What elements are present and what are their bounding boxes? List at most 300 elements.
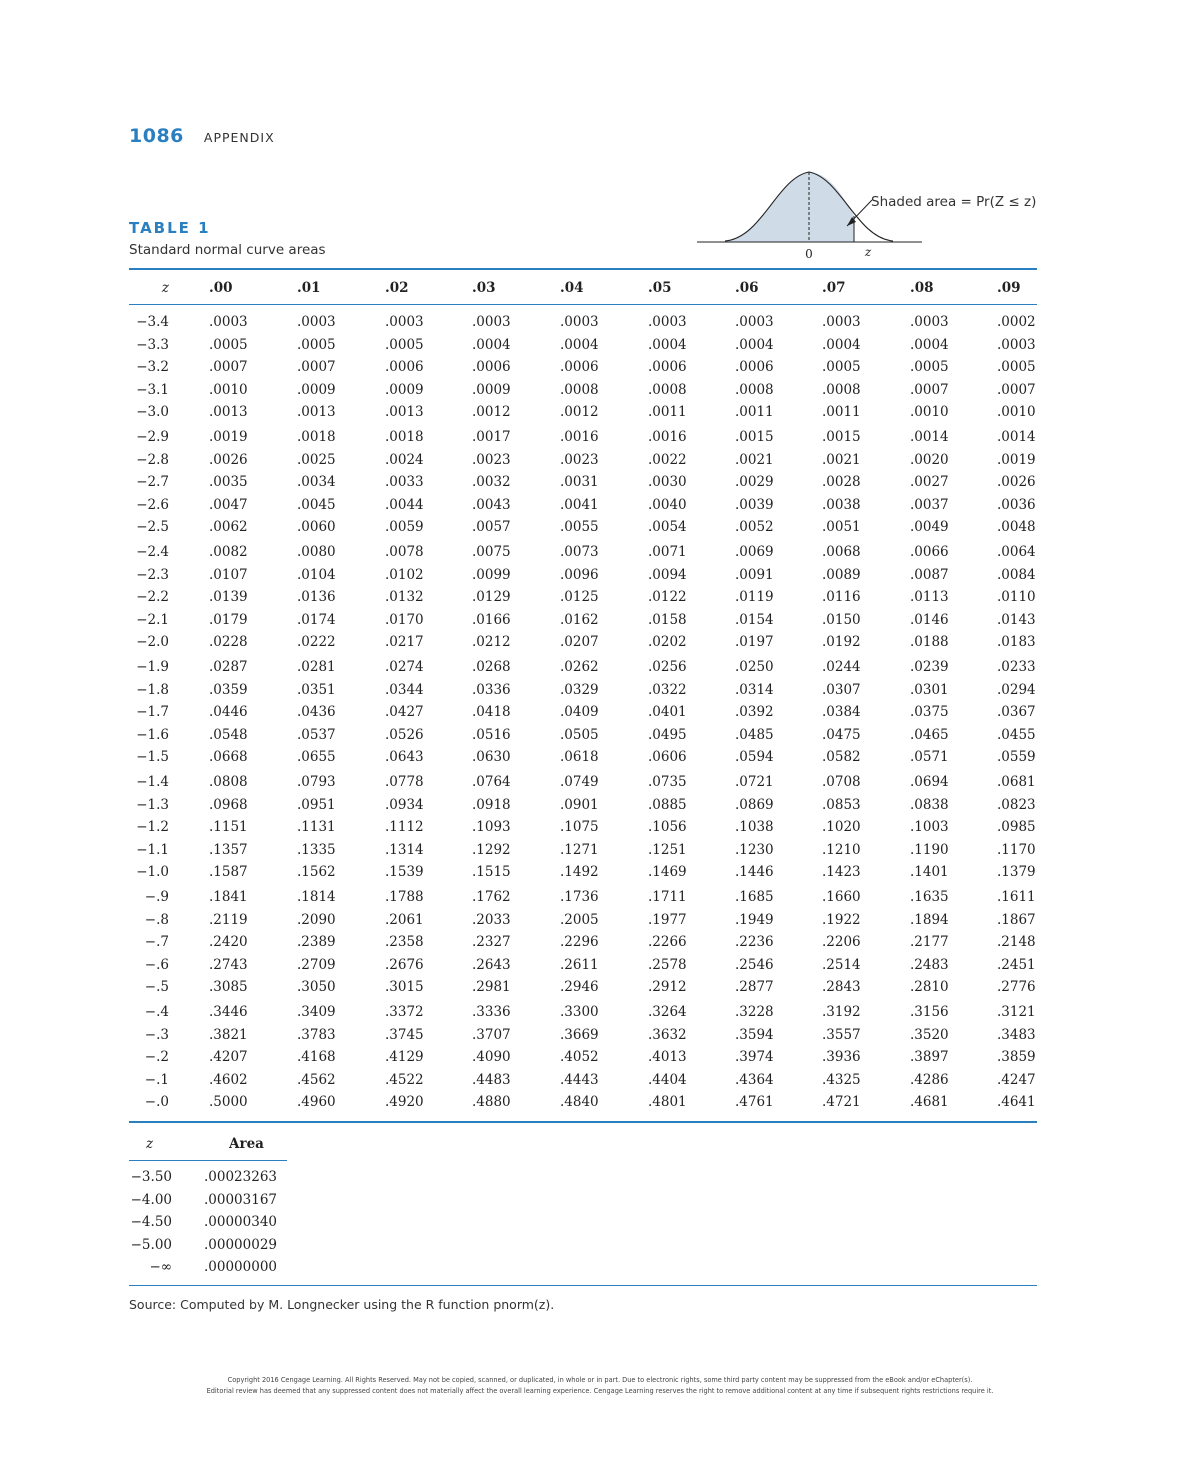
area-cell: .1736 <box>560 889 599 905</box>
area-cell: .0023 <box>560 451 599 468</box>
area-cell: .0384 <box>822 704 861 720</box>
table-row <box>129 979 1037 999</box>
area-cell: .1020 <box>822 819 861 835</box>
z-value-cell: −2.9 <box>136 429 169 445</box>
area-cell: .0004 <box>822 336 861 353</box>
area-cell: .0012 <box>472 404 511 420</box>
area-cell: .0004 <box>735 336 774 353</box>
area-cell: .4880 <box>472 1094 511 1110</box>
area-cell: .0057 <box>472 519 511 535</box>
area-cell: .0052 <box>735 519 774 535</box>
area-cell: .1635 <box>910 889 949 905</box>
area-cell: .1230 <box>735 841 774 858</box>
area-cell: .0125 <box>560 589 599 605</box>
area-cell: .0009 <box>472 381 511 398</box>
area-cell: .0582 <box>822 749 861 765</box>
area-cell: .1131 <box>297 819 336 835</box>
area-cell: .1841 <box>209 889 248 905</box>
area-cell: .1814 <box>297 889 336 905</box>
area-cell: .2420 <box>209 934 248 950</box>
area-cell: .4286 <box>910 1071 949 1088</box>
area-cell: .0418 <box>472 704 511 720</box>
area-cell: .0084 <box>997 566 1036 583</box>
area-cell: .0455 <box>997 726 1036 743</box>
area-cell: .0548 <box>209 726 248 743</box>
area-cell: .0516 <box>472 726 511 743</box>
column-header: .09 <box>997 280 1021 296</box>
area-cell: .0032 <box>472 474 511 490</box>
area-cell: .0239 <box>910 659 949 675</box>
area-cell: .0793 <box>297 774 336 790</box>
tail-header-row <box>129 1136 287 1158</box>
area-cell: .0314 <box>735 681 774 698</box>
z-value-cell: −2.6 <box>136 496 169 513</box>
area-cell: .0017 <box>472 429 511 445</box>
page-header <box>129 125 275 147</box>
area-cell: .1762 <box>472 889 511 905</box>
area-cell: .1056 <box>648 819 687 835</box>
area-cell: .4090 <box>472 1049 511 1065</box>
area-cell: .0808 <box>209 774 248 790</box>
area-cell: .2676 <box>385 956 424 973</box>
area-cell: .0228 <box>209 634 248 650</box>
area-cell: .0006 <box>385 359 424 375</box>
area-cell: .0022 <box>648 451 687 468</box>
z-value-cell: −3.1 <box>136 381 169 398</box>
area-cell: .0968 <box>209 796 248 813</box>
area-cell: .4443 <box>560 1071 599 1088</box>
column-header-row <box>129 276 1037 300</box>
area-cell: .3557 <box>822 1026 861 1043</box>
area-cell: .2236 <box>735 934 774 950</box>
area-cell: .0606 <box>648 749 687 765</box>
area-cell: .0749 <box>560 774 599 790</box>
z-value-cell: −2.2 <box>136 589 169 605</box>
table-row <box>129 774 1037 794</box>
tail-z-cell: −4.50 <box>130 1214 172 1230</box>
area-cell: .0250 <box>735 659 774 675</box>
area-cell: .3192 <box>822 1004 861 1020</box>
area-cell: .3745 <box>385 1026 424 1043</box>
area-cell: .0010 <box>997 404 1036 420</box>
area-cell: .3936 <box>822 1049 861 1065</box>
tail-table-row <box>129 1192 329 1212</box>
area-cell: .0003 <box>735 314 774 330</box>
area-cell: .2514 <box>822 956 861 973</box>
normal-curve-figure <box>697 158 927 264</box>
column-header: .08 <box>910 280 934 296</box>
source-note: Source: Computed by M. Longnecker using the R function pnorm(z). <box>129 1297 555 1312</box>
area-cell: .0031 <box>560 474 599 490</box>
tail-z-cell: −∞ <box>149 1259 172 1275</box>
area-cell: .3632 <box>648 1026 687 1043</box>
area-cell: .2743 <box>209 956 248 973</box>
area-cell: .0823 <box>997 796 1036 813</box>
area-cell: .0004 <box>648 336 687 353</box>
area-cell: .2266 <box>648 934 687 950</box>
area-cell: .0174 <box>297 611 336 628</box>
area-cell: .4641 <box>997 1094 1036 1110</box>
table-row <box>129 474 1037 494</box>
z-value-cell: −.9 <box>144 889 169 905</box>
area-cell: .0018 <box>297 429 336 445</box>
area-cell: .0008 <box>735 381 774 398</box>
source-rule <box>129 1285 1037 1286</box>
z-value-cell: −.8 <box>144 911 169 928</box>
area-cell: .0436 <box>297 704 336 720</box>
area-cell: .3821 <box>209 1026 248 1043</box>
area-cell: .2946 <box>560 979 599 995</box>
area-cell: .2090 <box>297 911 336 928</box>
table-row <box>129 727 1037 747</box>
area-cell: .2061 <box>385 911 424 928</box>
area-cell: .2709 <box>297 956 336 973</box>
area-cell: .0401 <box>648 704 687 720</box>
area-cell: .0262 <box>560 659 599 675</box>
area-cell: .4483 <box>472 1071 511 1088</box>
area-cell: .4801 <box>648 1094 687 1110</box>
area-cell: .0110 <box>997 589 1036 605</box>
area-cell: .0087 <box>910 566 949 583</box>
z-value-cell: −1.3 <box>136 796 169 813</box>
table-row <box>129 659 1037 679</box>
area-cell: .0066 <box>910 544 949 560</box>
table-row <box>129 589 1037 609</box>
z-value-cell: −1.0 <box>136 864 169 880</box>
area-cell: .1093 <box>472 819 511 835</box>
area-cell: .0735 <box>648 774 687 790</box>
z-value-cell: −2.5 <box>136 519 169 535</box>
area-cell: .1271 <box>560 841 599 858</box>
area-cell: .0495 <box>648 726 687 743</box>
area-cell: .1251 <box>648 841 687 858</box>
area-cell: .0019 <box>997 451 1036 468</box>
area-cell: .1539 <box>385 864 424 880</box>
area-cell: .1788 <box>385 889 424 905</box>
column-header: .04 <box>560 280 584 296</box>
table-row <box>129 842 1037 862</box>
area-cell: .0006 <box>560 359 599 375</box>
area-cell: .1423 <box>822 864 861 880</box>
tail-area-cell: .00023263 <box>204 1169 278 1185</box>
area-cell: .4168 <box>297 1049 336 1065</box>
table-row <box>129 337 1037 357</box>
table-row <box>129 634 1037 654</box>
area-cell: .0054 <box>648 519 687 535</box>
area-cell: .0033 <box>385 474 424 490</box>
table-row <box>129 889 1037 909</box>
table-row <box>129 682 1037 702</box>
table-row <box>129 497 1037 517</box>
area-cell: .2483 <box>910 956 949 973</box>
tail-table-row <box>129 1237 329 1257</box>
area-cell: .0102 <box>385 566 424 583</box>
area-cell: .0869 <box>735 796 774 813</box>
area-cell: .0301 <box>910 681 949 698</box>
area-cell: .0038 <box>822 496 861 513</box>
area-cell: .1379 <box>997 864 1036 880</box>
area-cell: .4129 <box>385 1049 424 1065</box>
area-cell: .0188 <box>910 634 949 650</box>
page-number: 1086 <box>129 125 184 147</box>
area-cell: .2005 <box>560 911 599 928</box>
area-cell: .0003 <box>472 314 511 330</box>
area-cell: .3156 <box>910 1004 949 1020</box>
area-cell: .0170 <box>385 611 424 628</box>
area-cell: .2148 <box>997 934 1036 950</box>
area-cell: .4522 <box>385 1071 424 1088</box>
area-cell: .0122 <box>648 589 687 605</box>
area-cell: .0019 <box>209 429 248 445</box>
z-value-cell: −2.4 <box>136 544 169 560</box>
area-cell: .3409 <box>297 1004 336 1020</box>
table-row <box>129 452 1037 472</box>
area-cell: .0006 <box>735 359 774 375</box>
area-cell: .3015 <box>385 979 424 995</box>
area-cell: .0034 <box>297 474 336 490</box>
area-cell: .0179 <box>209 611 248 628</box>
area-cell: .0643 <box>385 749 424 765</box>
area-cell: .4052 <box>560 1049 599 1065</box>
area-cell: .0183 <box>997 634 1036 650</box>
area-cell: .0021 <box>822 451 861 468</box>
column-header: .07 <box>822 280 846 296</box>
area-cell: .0096 <box>560 566 599 583</box>
area-cell: .0013 <box>209 404 248 420</box>
area-cell: .0080 <box>297 544 336 560</box>
area-cell: .0359 <box>209 681 248 698</box>
area-cell: .5000 <box>209 1094 248 1110</box>
area-cell: .0571 <box>910 749 949 765</box>
z-value-cell: −3.3 <box>136 336 169 353</box>
table-caption: Standard normal curve areas <box>129 242 326 258</box>
area-cell: .2776 <box>997 979 1036 995</box>
area-cell: .0721 <box>735 774 774 790</box>
area-cell: .0007 <box>997 381 1036 398</box>
area-cell: .0003 <box>648 314 687 330</box>
area-cell: .0630 <box>472 749 511 765</box>
area-cell: .0003 <box>385 314 424 330</box>
area-cell: .0351 <box>297 681 336 698</box>
area-cell: .1587 <box>209 864 248 880</box>
area-cell: .1210 <box>822 841 861 858</box>
area-cell: .0036 <box>997 496 1036 513</box>
z-value-cell: −1.2 <box>136 819 169 835</box>
area-cell: .0008 <box>822 381 861 398</box>
area-cell: .0011 <box>822 404 861 420</box>
area-cell: .0003 <box>297 314 336 330</box>
area-cell: .0392 <box>735 704 774 720</box>
area-cell: .0025 <box>297 451 336 468</box>
area-cell: .0010 <box>209 381 248 398</box>
area-cell: .0062 <box>209 519 248 535</box>
area-cell: .0294 <box>997 681 1036 698</box>
area-cell: .1515 <box>472 864 511 880</box>
area-cell: .0559 <box>997 749 1036 765</box>
area-cell: .0013 <box>297 404 336 420</box>
area-cell: .0694 <box>910 774 949 790</box>
area-cell: .0027 <box>910 474 949 490</box>
area-cell: .0594 <box>735 749 774 765</box>
area-cell: .3264 <box>648 1004 687 1020</box>
area-cell: .4761 <box>735 1094 774 1110</box>
area-cell: .1075 <box>560 819 599 835</box>
area-cell: .4602 <box>209 1071 248 1088</box>
table-row <box>129 1004 1037 1024</box>
z-value-cell: −1.1 <box>136 841 169 858</box>
table-row <box>129 864 1037 884</box>
area-cell: .3446 <box>209 1004 248 1020</box>
area-cell: .0007 <box>910 381 949 398</box>
z-value-cell: −3.2 <box>136 359 169 375</box>
area-cell: .0192 <box>822 634 861 650</box>
area-cell: .1190 <box>910 841 949 858</box>
area-cell: .2578 <box>648 956 687 973</box>
area-cell: .3300 <box>560 1004 599 1020</box>
table-bottom-rule <box>129 1121 1037 1123</box>
area-cell: .0104 <box>297 566 336 583</box>
area-cell: .0655 <box>297 749 336 765</box>
area-cell: .0505 <box>560 726 599 743</box>
area-cell: .2206 <box>822 934 861 950</box>
area-cell: .0322 <box>648 681 687 698</box>
area-cell: .0023 <box>472 451 511 468</box>
area-cell: .1314 <box>385 841 424 858</box>
tail-area-cell: .00000340 <box>204 1214 278 1230</box>
area-cell: .0119 <box>735 589 774 605</box>
area-cell: .0287 <box>209 659 248 675</box>
copyright-line: Editorial review has deemed that any suppressed content does not materially affect the overall learning experience. Cengage Learning reserves the right to remove additional content at any time if subsequent rights restrictions require it. <box>206 1387 994 1395</box>
area-cell: .0007 <box>209 359 248 375</box>
z-value-cell: −1.6 <box>136 726 169 743</box>
area-cell: .2912 <box>648 979 687 995</box>
area-cell: .0136 <box>297 589 336 605</box>
area-cell: .0485 <box>735 726 774 743</box>
z-value-cell: −2.7 <box>136 474 169 490</box>
z-value-cell: −1.7 <box>136 704 169 720</box>
area-cell: .0029 <box>735 474 774 490</box>
area-cell: .0004 <box>910 336 949 353</box>
area-cell: .0367 <box>997 704 1036 720</box>
area-cell: .0281 <box>297 659 336 675</box>
z-value-cell: −.5 <box>144 979 169 995</box>
area-cell: .4681 <box>910 1094 949 1110</box>
z-value-cell: −2.3 <box>136 566 169 583</box>
area-cell: .3050 <box>297 979 336 995</box>
header-rule <box>129 304 1037 305</box>
area-cell: .0030 <box>648 474 687 490</box>
area-cell: .0475 <box>822 726 861 743</box>
tail-header-area: Area <box>229 1136 264 1152</box>
area-cell: .2327 <box>472 934 511 950</box>
area-cell: .0039 <box>735 496 774 513</box>
area-cell: .0068 <box>822 544 861 560</box>
z-value-cell: −.7 <box>144 934 169 950</box>
z-value-cell: −1.8 <box>136 681 169 698</box>
area-cell: .3594 <box>735 1026 774 1043</box>
area-cell: .4207 <box>209 1049 248 1065</box>
area-cell: .0094 <box>648 566 687 583</box>
z-value-cell: −2.8 <box>136 451 169 468</box>
table-row <box>129 544 1037 564</box>
area-cell: .0918 <box>472 796 511 813</box>
area-cell: .0078 <box>385 544 424 560</box>
table-row <box>129 1027 1037 1047</box>
area-cell: .0146 <box>910 611 949 628</box>
area-cell: .0060 <box>297 519 336 535</box>
area-cell: .0071 <box>648 544 687 560</box>
area-cell: .4920 <box>385 1094 424 1110</box>
area-cell: .0217 <box>385 634 424 650</box>
area-cell: .1685 <box>735 889 774 905</box>
area-cell: .0005 <box>385 336 424 353</box>
area-cell: .0064 <box>997 544 1036 560</box>
area-cell: .3228 <box>735 1004 774 1020</box>
area-cell: .0049 <box>910 519 949 535</box>
table-top-rule <box>129 268 1037 270</box>
area-cell: .1446 <box>735 864 774 880</box>
tail-area-cell: .00003167 <box>204 1191 278 1208</box>
area-cell: .0009 <box>297 381 336 398</box>
tail-z-cell: −5.00 <box>130 1236 172 1253</box>
area-cell: .0008 <box>560 381 599 398</box>
area-cell: .0113 <box>910 589 949 605</box>
area-cell: .0028 <box>822 474 861 490</box>
area-cell: .0014 <box>910 429 949 445</box>
z-value-cell: −1.9 <box>136 659 169 675</box>
area-cell: .0329 <box>560 681 599 698</box>
area-cell: .1401 <box>910 864 949 880</box>
area-cell: .0951 <box>297 796 336 813</box>
shaded-area-caption: Shaded area = Pr(Z ≤ z) <box>871 194 1037 210</box>
area-cell: .0026 <box>209 451 248 468</box>
table-row <box>129 404 1037 424</box>
area-cell: .0041 <box>560 496 599 513</box>
area-cell: .0011 <box>735 404 774 420</box>
area-cell: .0197 <box>735 634 774 650</box>
table-row <box>129 704 1037 724</box>
area-cell: .0003 <box>997 336 1036 353</box>
area-cell: .1949 <box>735 911 774 928</box>
z-value-cell: −1.4 <box>136 774 169 790</box>
z-value-cell: −3.0 <box>136 404 169 420</box>
area-cell: .0901 <box>560 796 599 813</box>
tail-table-row <box>129 1214 329 1234</box>
area-cell: .3669 <box>560 1026 599 1043</box>
area-cell: .4721 <box>822 1094 861 1110</box>
area-cell: .1562 <box>297 864 336 880</box>
tail-header-z: z <box>146 1136 154 1152</box>
area-cell: .1151 <box>209 819 248 835</box>
table-row <box>129 567 1037 587</box>
table-row <box>129 359 1037 379</box>
column-header: .03 <box>472 280 496 296</box>
area-cell: .1611 <box>997 889 1036 905</box>
tail-z-cell: −4.00 <box>130 1191 172 1208</box>
area-cell: .0409 <box>560 704 599 720</box>
area-cell: .0764 <box>472 774 511 790</box>
area-cell: .3707 <box>472 1026 511 1043</box>
area-cell: .1170 <box>997 841 1036 858</box>
area-cell: .0154 <box>735 611 774 628</box>
area-cell: .0009 <box>385 381 424 398</box>
area-cell: .0934 <box>385 796 424 813</box>
table-row <box>129 612 1037 632</box>
area-cell: .0005 <box>822 359 861 375</box>
area-cell: .0129 <box>472 589 511 605</box>
area-cell: .2611 <box>560 956 599 973</box>
tail-table-row <box>129 1259 329 1279</box>
